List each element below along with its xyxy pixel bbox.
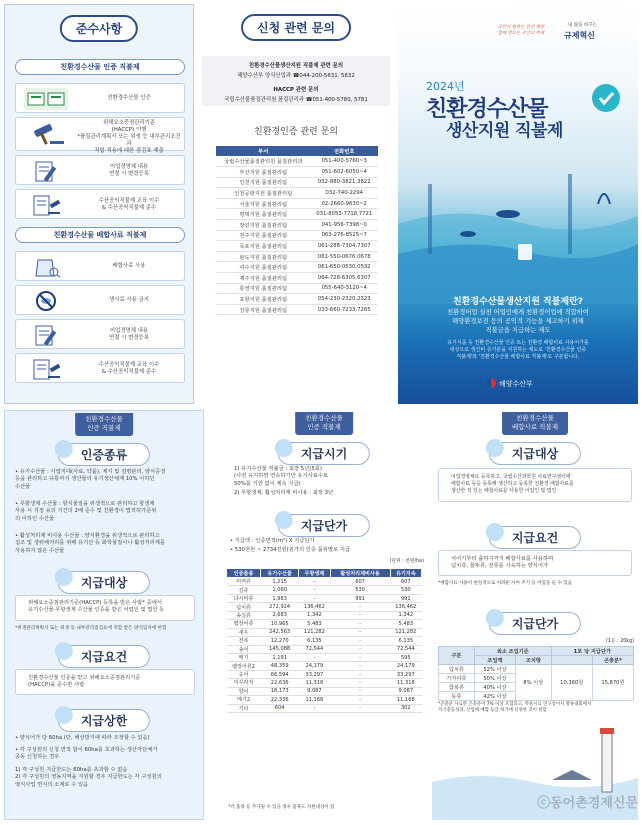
table-row [227,696,422,704]
payment-limit-title: 지급상한 [58,709,150,732]
table-row [216,262,378,273]
cell: 전주지원 품질관리팀 [216,230,310,241]
cell: - [330,645,390,653]
cell: 52% 이상 [474,665,515,674]
check-icon [592,84,620,112]
cell: 242,563 [261,628,299,636]
cell: 가자미류 [439,674,475,683]
table-row [216,241,378,252]
no-raw-feed-icon [24,290,68,312]
table-row [227,620,422,628]
cell: 607 [390,578,421,586]
cell: 5,483 [390,620,421,628]
table-row [216,273,378,284]
cell: 넙치류 [439,665,475,674]
cell: - [330,662,390,670]
cell: 1,342 [299,611,330,619]
cell: 6,135 [390,637,421,645]
rule-text: 수산공익직불제 교육 이수 & 수산공익직불제 준수 [98,362,160,375]
cell: 10,965 [261,620,299,628]
contact-table [216,146,378,315]
cell: 뱀장어류 [227,620,261,628]
cell: 미꾸라지 [227,679,261,687]
cell: 48,359 [261,662,299,670]
payment-period-title: 지급시기 [278,442,370,465]
period-rule: 2) 무항생제, 활성처리제 비사용 : 최장 3년 [234,490,334,496]
cell: 목포지원 품질관리팀 [216,241,310,252]
table-row [216,251,378,262]
cell: 전복 [227,637,261,645]
contact-box [202,56,390,106]
rule-item [15,353,185,383]
cell: 064-728-6305,6307 [310,273,378,284]
rule-text: 친환경수산물 인증 [107,95,151,101]
feed-price-note: *곤충분 사료란 곤충분이 7% 이상 포함되고, 박물시료 연구장이서 방류대회에서 지기충동성과, 산업에 배합 등급 허가에 신성한 것이 한함 [438,702,592,714]
table-row [227,662,422,670]
reform-slogan-small: 내 삶을 바꾸는 [568,23,597,28]
ministry-logo-icon [486,378,496,388]
rule-text: 위해요소중점관리기준 (HACCP) 이행 *품질관리계획서 또는 위생 등 내부관리조건과 적합 적용에 대한 점검표 제출 [77,120,181,154]
cell: 9,087 [299,687,330,695]
section-feed-label: 친환경수산물 배합사료 직불제 [15,227,185,243]
pencil-document-icon [24,160,68,182]
cell: 530 [330,586,390,594]
unit-price-title: 지급단가 [278,514,370,537]
slogan-text: 국민이 원하는 안전 해양 함께 만드는 수산의 미래 [497,25,545,36]
payment-period-panel [220,410,428,820]
table-row [216,198,378,209]
cell: 2,683 [261,611,299,619]
table-row [216,294,378,305]
column-header: 구분 [439,647,475,665]
cert-payment-panel [4,410,204,820]
feed-payment-panel [432,410,638,820]
cell: 1,191 [261,653,299,661]
cell: 50% 이상 [474,674,515,683]
cell: 부산지원 품질관리팀 [216,167,310,178]
watermark: ⓒ동어촌경제신문 [537,796,638,811]
ministry-name: 해양수산부 [499,380,533,388]
reform-slogan-title: 규제혁신 [564,31,595,40]
cell: 미역류 [227,578,261,586]
contact-line: 국립수산물품질관리원 품질관리과 ☎051-400-5780, 5781 [224,97,368,103]
column-header: 최소 조업기준 [474,647,551,656]
cell: - [299,586,330,594]
rule-text: 배합사료 사용 [112,263,146,269]
cert-type-organic: • 유기수산물 : 사업지대(사료, 약품), 제지 및 질병관리, 양식공정 등을 관리하고 유통까지 생산물의 유기생산체계 10% 이하인 수산물 [15,469,166,490]
cell: 인천지원 품질관리팀 [216,177,310,188]
cell: 595 [390,653,421,661]
cell: - [330,603,390,611]
cover-question: 친환경수산물생산지원 직불제란? [452,297,584,307]
feed-requirement-note: *배합사료 사용이 현실적으로 어려운 자어 주기 등 어업을 둘 수 있음 [438,581,572,586]
cell: 11,318 [299,679,330,687]
cell: 22,636 [261,679,299,687]
cell: 607 [330,578,390,586]
feed-eligibility-box: 어업경영체로 등록하고, 국립수산과학원 사료연구센터에 배합사료 등을 등록해 생산하고 등록한 친환경 배합사료를 생산한 적 있는 배합사료를 사용한 어업인 및 법인 [438,468,632,502]
table-row [227,578,422,586]
cell: 061-650-0530,0532 [310,262,378,273]
column-header [551,656,592,665]
limit-rule: 1) 각 구성원 지급한도는 60ha를 초과할 수 없음 2) 각 구성원의 영농지역을 지원할 경우 지급한도는 각 구성원의 영식사업 면식의 소계로 수 있음 [15,767,162,788]
cell: 메기2 [227,696,261,704]
column-header: 유기지속 [390,569,421,578]
limit-rule: • 양식어가 당 60ha (단, 해상방지에 따라 조정할 수 있음) [15,735,150,741]
cell: 10,360원 [551,665,592,701]
cell: 66,594 [261,670,299,678]
table-row [216,220,378,231]
column-header: 전화번호 [310,146,378,156]
limit-rule: • 각 구성원의 신청 면적 합이 60ha를 초과하는 생산자단체가 공동 신청하는 경우 [15,747,158,761]
cell: 051-602-6050~4 [310,167,378,178]
compliance-panel [4,4,194,404]
inquiry-panel [196,4,396,404]
cell: 통영지원 품질관리팀 [216,283,310,294]
inquiry-title: 신청 관련 문의 [241,14,351,41]
rule-item [15,155,185,185]
rule-item [15,117,185,154]
cell: 136,462 [299,603,330,611]
cell: 포항지원 품질관리팀 [216,294,310,305]
feed-requirement-box: 치어기부터 출하기까지 배합사료를 사용하며 넙치류, 꼴뚜류, 전류를 사육하는 양식어가 [438,550,632,576]
rule-item [15,285,185,315]
cell: 032-880-3821,3822 [310,177,378,188]
cell: - [330,704,390,712]
price-unit: (단위 : 천원/ha) [389,559,424,564]
cell: 18,173 [261,687,299,695]
column-header: 1포 당 지급단가 [551,647,633,656]
feed-price-unit: (1등 : 20kg) [605,639,634,644]
cell: 032-740-2294 [310,188,378,199]
table-row [216,209,378,220]
table-row [227,679,422,687]
cell: 국립수산물품질관리원 품질관리과 [216,156,310,167]
cert-type-no-treatment: • 활성처리제 비사용 수산물 : 양식환경을 위생적으로 관리하고 집조 및 생위해처리를 위해 유기산 등 화학물질이나 활성처리제를 사용하지 않은 수산물 [15,533,165,554]
cell: 5,483 [299,620,330,628]
cell: 136,462 [390,603,421,611]
cover-title-line1: 친환경수산물 [426,97,548,122]
cell: 72,544 [390,645,421,653]
cell: 1,342 [390,611,421,619]
cell: - [299,653,330,661]
cell: 272,924 [261,603,299,611]
cell: - [330,670,390,678]
cell: 김류 [227,586,261,594]
cell: 063-276-8525~7 [310,230,378,241]
table-row [227,586,422,594]
cell: 055-640-3120~4 [310,283,378,294]
column-header: 조업액 [474,656,515,665]
cell: 기타 [227,704,261,712]
column-header: 유기수산물 [261,569,299,578]
cell: 1,983 [261,594,299,602]
rule-item [15,319,185,349]
document-gavel-icon [24,194,68,216]
table-row [227,603,422,611]
table-row [216,156,378,167]
cell: - [330,620,390,628]
table-row [216,188,378,199]
panel-tag: 친환경수산물 인증 직불제 [295,412,353,435]
cell: 평택지원 품질관리팀 [216,209,310,220]
table-note: *각 품목 등 추가될 수 있을 경우 품목도 지원대상이 됨 [228,805,335,810]
cell: 033-660-7233,7265 [310,304,378,315]
cell: 여수지원 품질관리팀 [216,262,310,273]
table-row [439,665,634,674]
cell: 동류 [439,692,475,701]
cell: - [299,594,330,602]
cell: 061-288-7304,7307 [310,241,378,252]
cover-year: 2024년 [426,80,465,93]
table-row [216,177,378,188]
column-header: 부서 [216,146,310,156]
cell: 041-956-7398~0 [310,220,378,231]
table-row [216,230,378,241]
column-header: 활성처리제비사용 [330,569,390,578]
cell: 15,870원 [592,665,633,701]
cell: 302 [390,704,421,712]
cell: - [330,696,390,704]
table-row [227,670,422,678]
cell: 장진지원 품질관리팀 [216,220,310,231]
price-range: • 530천원 ~ 2734천원(원가의 인증 품위별로 지급 [230,547,351,553]
cell: 22,336 [261,696,299,704]
column-header: 조치방 [516,656,552,665]
document-gavel-icon [24,358,68,380]
rule-text: 생사료 사용 금지 [109,297,149,303]
cell: 054-230-2320,2323 [310,294,378,305]
rule-text: 어업경영체 내용 연결 시 변경등록 [109,164,149,177]
cell: 991 [330,594,390,602]
feed-eligibility-title: 지급대상 [489,442,581,465]
table-row [227,645,422,653]
contact-line: 해양수산부 양식산업과 ☎044-200-5631, 5632 [237,73,355,79]
contact-table-title: 친환경인증 관련 문의 [254,127,338,137]
panel-tag: 친환경수산물 배합사료 직불제 [502,412,568,435]
rule-text: 수산공익직불제 교육 이수 & 수산공익직불제 준수 [98,198,160,211]
cell: - [299,578,330,586]
cert-types-title: 인증종류 [58,443,150,466]
table-row [227,594,422,602]
table-row [227,637,422,645]
cell: 1,215 [261,578,299,586]
cell: 530 [390,586,421,594]
feed-requirement-title: 지급요건 [489,526,581,549]
cell: 11,168 [299,696,330,704]
cover-detail: 유기식품 등 친환경수산물 인증 또는 친환경 배합사료 사용어가를 대상으로 생산비 증가분을 지원하는 제도로 '친환경수산물 인증 직불제'와 '친환경수산물 배합사료 직불제'로 구분합니다. [447,340,589,361]
sea-illustration [398,144,638,304]
unit-price-table [226,568,422,713]
cell: 031-8053-7718,7721 [310,209,378,220]
table-row [216,283,378,294]
cell: 참복류 [439,683,475,692]
rule-item [15,83,185,113]
eligibility-box: 위해요소중점관리기준(HACCP) 등록을 받은 사람* 중에서 유기수산물·무항생제 수산물 인증을 받은 어업인 및 법인 등 [15,595,195,621]
contact-line: HACCP 관련 문의 [273,87,319,93]
cell: - [299,704,330,712]
cell: 1,060 [261,586,299,594]
cell: - [330,679,390,687]
cell: 11,168 [390,696,421,704]
requirement-title: 지급요건 [58,645,150,668]
cell: 12,270 [261,637,299,645]
column-header: 인증품종 [227,569,261,578]
cell: 서울지원 품질관리팀 [216,198,310,209]
table-row [216,167,378,178]
feed-price-title: 지급단가 [489,612,581,635]
cell: 6,135 [299,637,330,645]
cell: - [330,628,390,636]
cell: 40% 이상 [474,683,515,692]
rule-item [15,251,185,281]
table-row [227,704,422,712]
cell: 송실류 [227,611,261,619]
cover-panel [398,4,638,404]
cert-type-antibiotic-free: • 무항생제 수산물 : 항식물질을 위생적으로 관리하고 항생제 사용 시 지정 유의 기간의 2배 준수 및 친환경이 법적허가준위 의 이하인 수산물 [15,501,157,522]
cell: 33,297 [299,670,330,678]
cell: 604 [261,704,299,712]
cell: 제주지원 품질관리팀 [216,273,310,284]
table-row [227,653,422,661]
feed-bag-icon [24,256,68,278]
cell: 향어 [227,687,261,695]
table-row [227,687,422,695]
gavel-icon [24,124,68,146]
cell: 인천공항지원 품질관리팀 [216,188,310,199]
cell: 9,087 [390,687,421,695]
cell: 121,282 [299,628,330,636]
cover-description: 친환경어업 실천 어업인에게 친환경어업에 적합하여 해양환경보전 등의 공익적 기능을 제고하기 위해 직불금을 지급하는 제도 [447,309,589,334]
cell: 강릉지원 품질관리팀 [216,304,310,315]
cell: - [330,653,390,661]
cell: 061-550-0676,0678 [310,251,378,262]
cell: 메기 [227,653,261,661]
cell: - [330,637,390,645]
rule-item [15,189,185,219]
table-row [227,628,422,636]
cell: 051-400-5760~3 [310,156,378,167]
cell: - [330,611,390,619]
cell: 145,088 [261,645,299,653]
column-header: 무항생제 [299,569,330,578]
cell: 11,318 [390,679,421,687]
requirement-box: 친환경수산물 인증을 받고 위해요소중점관리기준 (HACCP)을 준수한 사람 [15,669,195,695]
eligibility-note: *위생관리계획서 또는 위생 등 내부관리점검표에 적합 받은 양식업자에 한함 [15,626,167,631]
cell: 72,544 [299,645,330,653]
rule-text: 어업경영체 내용 연결 시 변경등록 [109,328,149,341]
pencil-document-icon [24,324,68,346]
period-rule: 1) 유기수산물 직불금 : 최장 5년(5회) (사전 유지하면 연속하기만 유기사료수로 50%를 기한 없이 계속 지급) [234,466,329,487]
certificate-icon [24,88,68,110]
cell: 121,282 [390,628,421,636]
table-row [216,304,378,315]
cell: 완도지원 품질관리팀 [216,251,310,262]
cell: 8% 이상 [516,665,552,701]
cell: 42% 이상 [474,692,515,701]
cell: - [330,687,390,695]
cell: 넙치류 [227,603,261,611]
cell: 991 [390,594,421,602]
column-header: 곤충분* [592,656,633,665]
price-formula: • 지급액 : 인증면적(m²) X 지급단가 [230,538,315,544]
cell: 24,179 [390,662,421,670]
feed-price-table [438,646,634,701]
section-cert-label: 친환경수산물 인증 직불제 [15,59,185,75]
cover-title-line2: 생산지원 직불제 [446,121,563,141]
panel-tag: 친환경수산물 인증 직불제 [75,413,133,436]
cell: 다시마류 [227,594,261,602]
compliance-title: 준수사항 [60,15,138,42]
cell: 숭어 [227,670,261,678]
cell: 뱀장어류2 [227,662,261,670]
cell: 33,297 [390,670,421,678]
contact-line: 친환경수산물생산지원 직불제 관련 문의 [248,63,344,69]
eligibility-title: 지급대상 [58,571,150,594]
cell: 24,179 [299,662,330,670]
cell: 02-2660-9630~2 [310,198,378,209]
table-row [227,611,422,619]
cell: 송어 [227,645,261,653]
cell: 새우 [227,628,261,636]
